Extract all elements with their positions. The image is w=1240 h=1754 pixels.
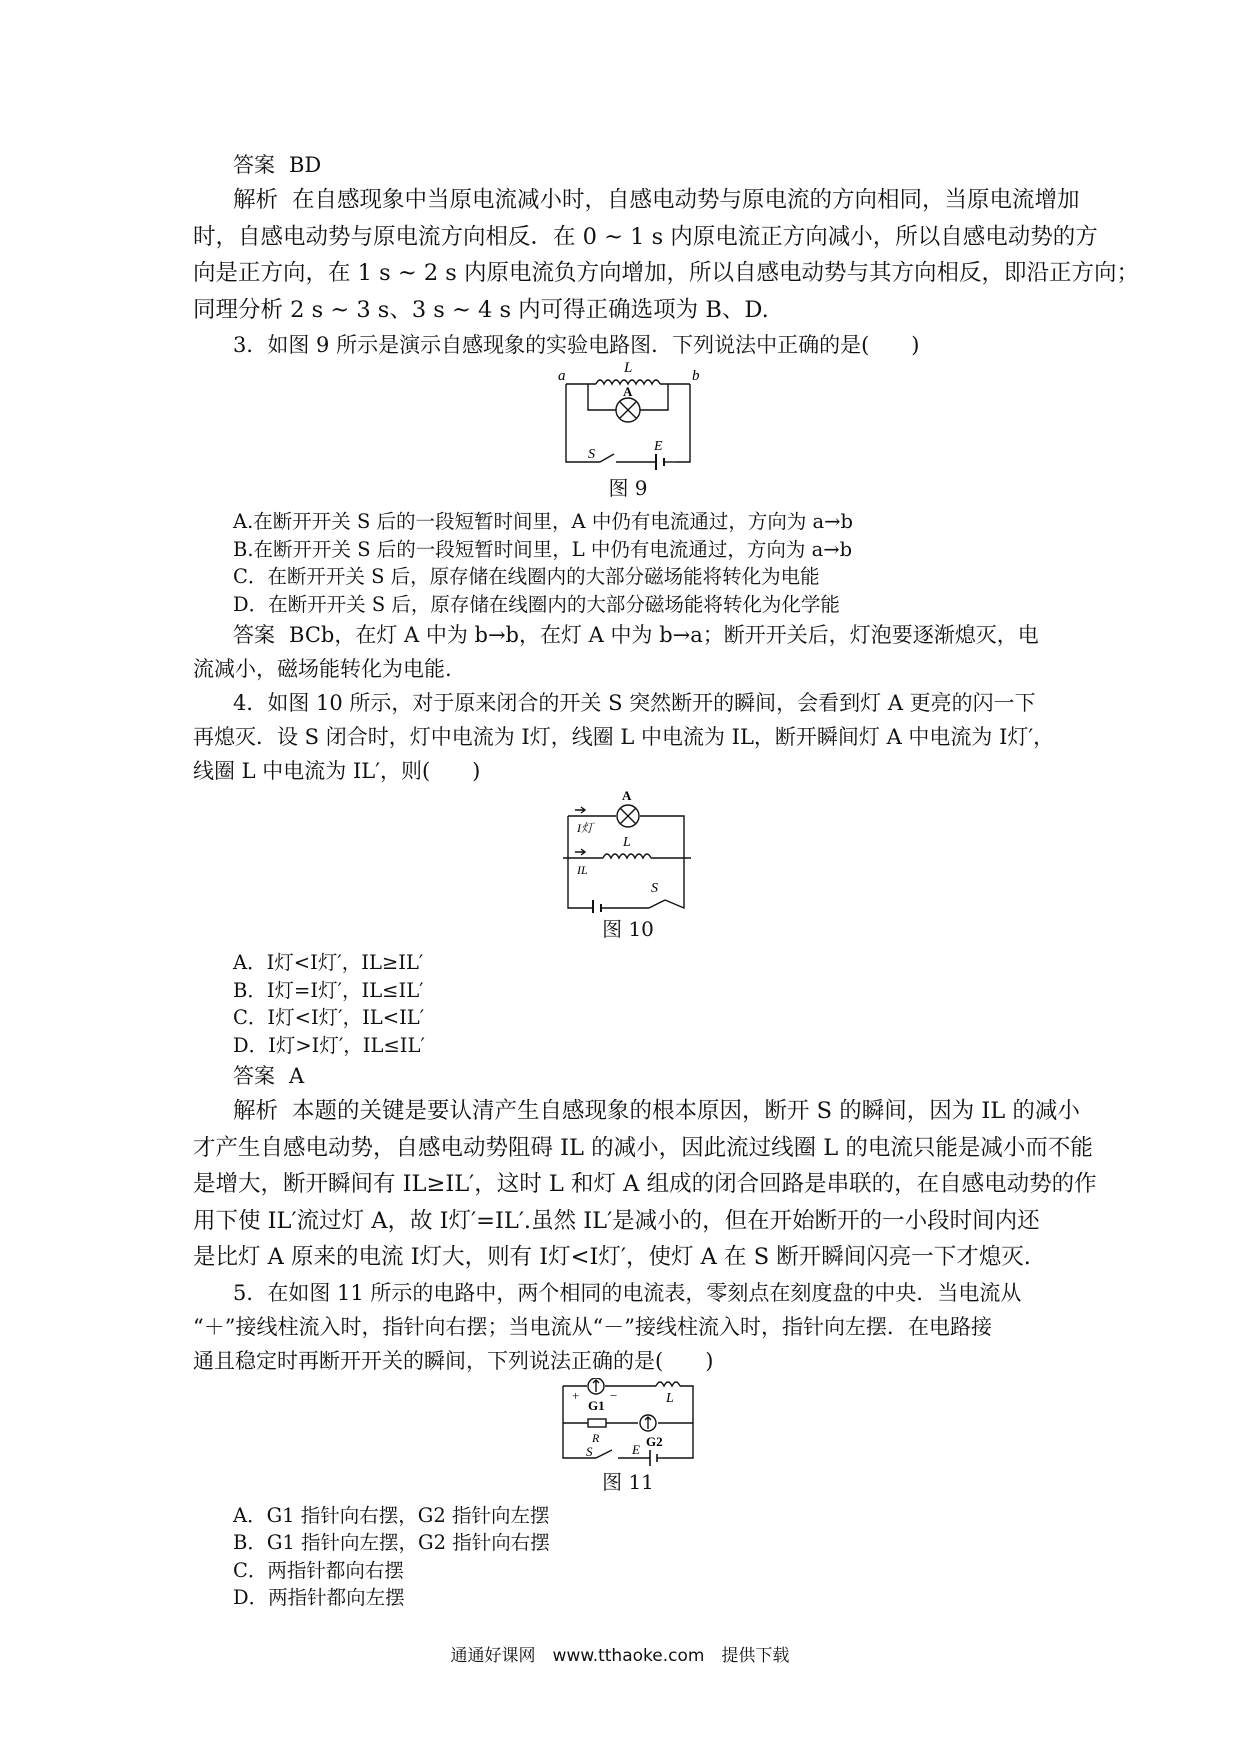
q4-stem-line-3: 线圈 L 中电流为 IL′，则( ) xyxy=(193,759,481,783)
q3-answer-line-1: 答案 BCb，在灯 A 中为 b→b，在灯 A 中为 b→a；断开开关后，灯泡要逐渐熄灭，电 xyxy=(233,623,1039,647)
battery-icon xyxy=(656,454,664,470)
fig10-label-S: S xyxy=(651,881,658,896)
resistor-icon xyxy=(588,1419,606,1427)
fig9-label-L: L xyxy=(624,362,633,376)
figure-10-circuit xyxy=(563,788,693,913)
q4-analysis-line-3: 是增大，断开瞬间有 IL≥IL′，这时 L 和灯 A 组成的闭合回路是串联的，在自感电动势的作 xyxy=(193,1171,1097,1197)
q4-analysis-line-1: 解析 本题的关键是要认清产生自感现象的根本原因，断开 S 的瞬间，因为 IL 的减小 xyxy=(233,1098,1080,1124)
switch-icon xyxy=(600,454,614,462)
document-page xyxy=(193,148,1139,1612)
q4-analysis-line-5: 是比灯 A 原来的电流 I灯大，则有 I灯<I灯′，使灯 A 在 S 断开瞬间闪亮一下才熄灭. xyxy=(193,1244,1031,1270)
fig11-label-G1: G1 xyxy=(588,1397,605,1413)
figure-9-caption: 图 9 xyxy=(608,476,648,500)
switch-icon xyxy=(649,900,665,908)
q5-stem-line-3: 通且稳定时再断开开关的瞬间，下列说法正确的是( ) xyxy=(193,1348,714,1373)
q5-option-b: B．G1 指针向左摆，G2 指针向右摆 xyxy=(233,1531,550,1554)
q4-analysis-line-4: 用下使 IL′流过灯 A，故 I灯′=IL′.虽然 IL′是减小的，但在开始断开的一小段时间内还 xyxy=(193,1207,1040,1234)
q2-analysis-line-4: 同理分析 2 s ~ 3 s、3 s ~ 4 s 内可得正确选项为 B、D. xyxy=(193,296,769,323)
q3-answer-line-2: 流减小，磁场能转化为电能. xyxy=(193,657,452,681)
fig10-label-I-L: IL xyxy=(577,863,588,877)
q4-stem-line-1: 4．如图 10 所示，对于原来闭合的开关 S 突然断开的瞬间，会看到灯 A 更亮的闪一下 xyxy=(233,691,1036,715)
q5-stem-line-2: “＋”接线柱流入时，指针向右摆；当电流从“－”接线柱流入时，指针向左摆．在电路接 xyxy=(193,1314,992,1339)
figure-10-caption: 图 10 xyxy=(602,917,654,941)
inductor-coil-icon xyxy=(603,854,651,858)
page-footer: 通通好课网 www.tthaoke.com 提供下载 xyxy=(450,1646,790,1666)
fig11-label-G2: G2 xyxy=(646,1433,663,1449)
fig10-label-I-lamp: I灯 xyxy=(577,821,593,835)
fig9-label-a: a xyxy=(558,368,566,384)
current-arrow-icon xyxy=(575,807,585,813)
figure-11-caption: 图 11 xyxy=(602,1469,654,1494)
q4-option-c: C．I灯<I灯′，IL<IL′ xyxy=(233,1006,425,1029)
q3-option-b: B.在断开开关 S 后的一段短暂时间里，L 中仍有电流通过，方向为 a→b xyxy=(233,537,853,561)
battery-icon xyxy=(593,900,601,913)
q5-option-d: D．两指针都向左摆 xyxy=(233,1586,405,1609)
fig11-label-R: R xyxy=(592,1430,600,1445)
q4-analysis-line-2: 才产生自感电动势，自感电动势阻碍 IL 的减小，因此流过线圈 L 的电流只能是减小而不能 xyxy=(193,1134,1093,1161)
q5-option-c: C．两指针都向右摆 xyxy=(233,1558,404,1582)
fig10-label-A: A xyxy=(622,788,632,803)
q4-option-b: B．I灯=I灯′，IL≤IL′ xyxy=(233,978,424,1002)
fig11-label-L: L xyxy=(666,1390,674,1406)
q2-analysis-line-3: 向是正方向，在 1 s ~ 2 s 内原电流负方向增加，所以自感电动势与其方向相反，即沿正方向； xyxy=(193,260,1139,286)
q4-stem-line-2: 再熄灭．设 S 闭合时，灯中电流为 I灯，线圈 L 中电流为 IL，断开瞬间灯 A 中电流为 I灯′， xyxy=(193,725,1055,749)
figure-9-circuit xyxy=(548,362,708,472)
q2-analysis-line-2: 时，自感电动势与原电流方向相反．在 0 ~ 1 s 内原电流正方向减小，所以自感电动势的方 xyxy=(193,223,1098,250)
fig11-label-plus: + xyxy=(572,1387,580,1403)
fig9-label-A: A xyxy=(623,384,633,399)
fig11-label-minus: − xyxy=(610,1387,618,1403)
q4-option-a: A．I灯<I灯′，IL≥IL′ xyxy=(233,951,424,974)
fig9-label-b: b xyxy=(692,368,700,384)
q3-stem: 3．如图 9 所示是演示自感现象的实验电路图．下列说法中正确的是( ) xyxy=(233,333,920,357)
q4-answer: 答案 A xyxy=(233,1064,305,1088)
current-arrow-icon xyxy=(575,849,585,855)
switch-icon xyxy=(596,1450,612,1458)
q2-analysis-line-1: 解析 在自感现象中当原电流减小时，自感电动势与原电流的方向相同，当原电流增加 xyxy=(233,187,1080,213)
q3-option-c: C．在断开开关 S 后，原存储在线圈内的大部分磁场能将转化为电能 xyxy=(233,565,820,588)
q4-option-d: D．I灯>I灯′，IL≤IL′ xyxy=(233,1033,425,1057)
fig11-label-S: S xyxy=(586,1443,593,1459)
inductor-coil-icon xyxy=(656,1382,680,1386)
q2-answer: 答案 BD xyxy=(233,153,322,177)
fig9-label-E: E xyxy=(654,439,663,454)
q5-option-a: A．G1 指针向右摆，G2 指针向左摆 xyxy=(233,1503,550,1527)
q3-option-a: A.在断开开关 S 后的一段短暂时间里，A 中仍有电流通过，方向为 a→b xyxy=(233,510,853,533)
fig10-label-L: L xyxy=(623,835,631,850)
q3-option-d: D．在断开开关 S 后，原存储在线圈内的大部分磁场能将转化为化学能 xyxy=(233,592,840,616)
fig11-label-E: E xyxy=(632,1441,640,1457)
q5-stem-line-1: 5．在如图 11 所示的电路中，两个相同的电流表，零刻点在刻度盘的中央．当电流从 xyxy=(233,1280,1022,1305)
fig9-label-S: S xyxy=(588,447,595,462)
figure-11-circuit xyxy=(558,1378,698,1466)
